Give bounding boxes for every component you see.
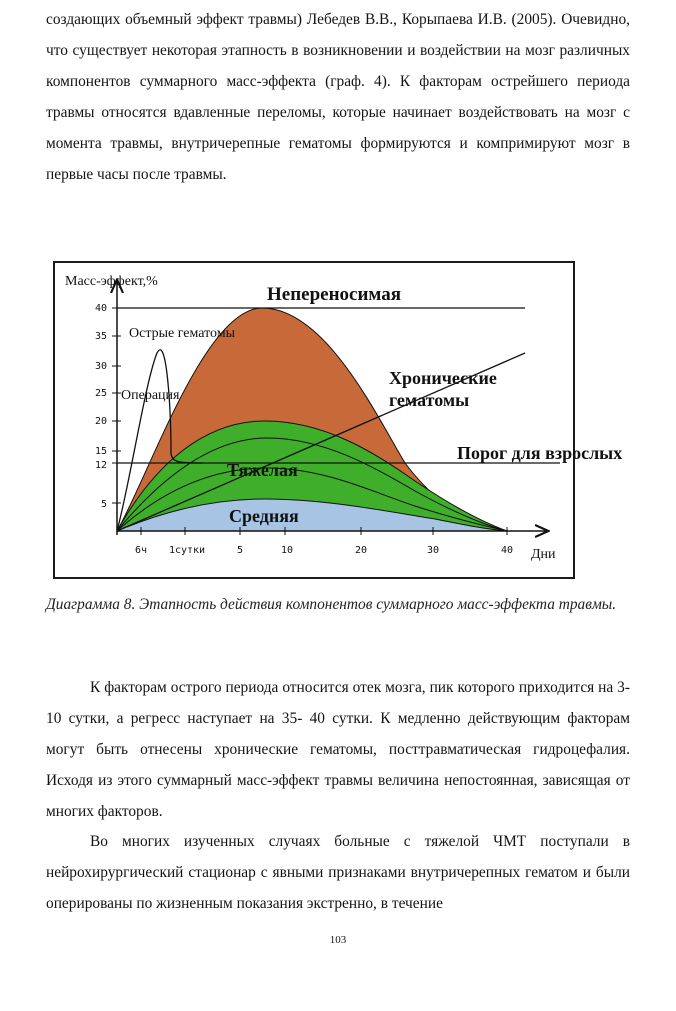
xtick-10: 10 bbox=[280, 545, 294, 556]
label-operation: Операция bbox=[121, 388, 180, 403]
ytick-40: 40 bbox=[94, 303, 107, 314]
mass-effect-diagram bbox=[53, 261, 623, 579]
xtick-30: 30 bbox=[426, 545, 440, 556]
xtick-40: 40 bbox=[500, 545, 514, 556]
ytick-5: 5 bbox=[100, 499, 107, 510]
ytick-20: 20 bbox=[94, 416, 107, 427]
ytick-15: 15 bbox=[94, 446, 107, 457]
label-acute-hematomas: Острые гематомы bbox=[129, 326, 236, 341]
ytick-25: 25 bbox=[94, 388, 107, 399]
paragraph-acute-period: К факторам острого периода относится отек мозга, пик которого приходится на 3-10 сутки, а регресс наступает на 35- 40 сутки. К медленно действующим факторам могут быть отнесены хронические гематомы, посттравматическая гидроцефалия. Исходя из этого суммарный масс-эффект травмы величина непостоянная, зависящая от многих факторов. bbox=[46, 679, 630, 820]
page-number: 103 bbox=[329, 934, 347, 946]
ytick-35: 35 bbox=[94, 331, 107, 342]
paragraph-intro: создающих объемный эффект травмы) Лебедев В.В., Корыпаева И.В. (2005). Очевидно, что существует некоторая этапность в возникновении и воздействии на мозг различных компонентов суммарного масс-эффекта (граф. 4). К факторам острейшего периода травмы относятся вдавленные переломы, которые начинает воздействовать на мозг с момента травмы, внутричерепные гематомы формируются и компримируют мозг в первые часы после травмы. bbox=[46, 11, 630, 183]
label-moderate: Средняя bbox=[229, 506, 299, 526]
diagram-svg bbox=[55, 263, 623, 577]
y-axis-label: Масс-эффект,% bbox=[65, 274, 158, 289]
xtick-6h: 6ч bbox=[134, 545, 148, 556]
label-threshold-adults: Порог для взрослых bbox=[457, 443, 623, 463]
xtick-1day: 1сутки bbox=[168, 545, 206, 556]
figure-caption: Диаграмма 8. Этапность действия компонентов суммарного масс-эффекта травмы. bbox=[46, 596, 617, 613]
ytick-12: 12 bbox=[94, 460, 107, 471]
paragraph-cases: Во многих изученных случаях больные с тяжелой ЧМТ поступали в нейрохирургический стационар с явными признаками внутричерепных гематом и были оперированы по жизненным показания экстренно, в течение bbox=[46, 833, 630, 912]
x-axis-label: Дни bbox=[531, 547, 556, 562]
ytick-30: 30 bbox=[94, 361, 107, 372]
label-chronic-hematomas: Хронические гематомы bbox=[389, 368, 497, 410]
label-severe: Тяжелая bbox=[227, 460, 298, 480]
label-intolerable: Непереносимая bbox=[267, 284, 402, 305]
xtick-5: 5 bbox=[236, 545, 244, 556]
xtick-20: 20 bbox=[354, 545, 368, 556]
